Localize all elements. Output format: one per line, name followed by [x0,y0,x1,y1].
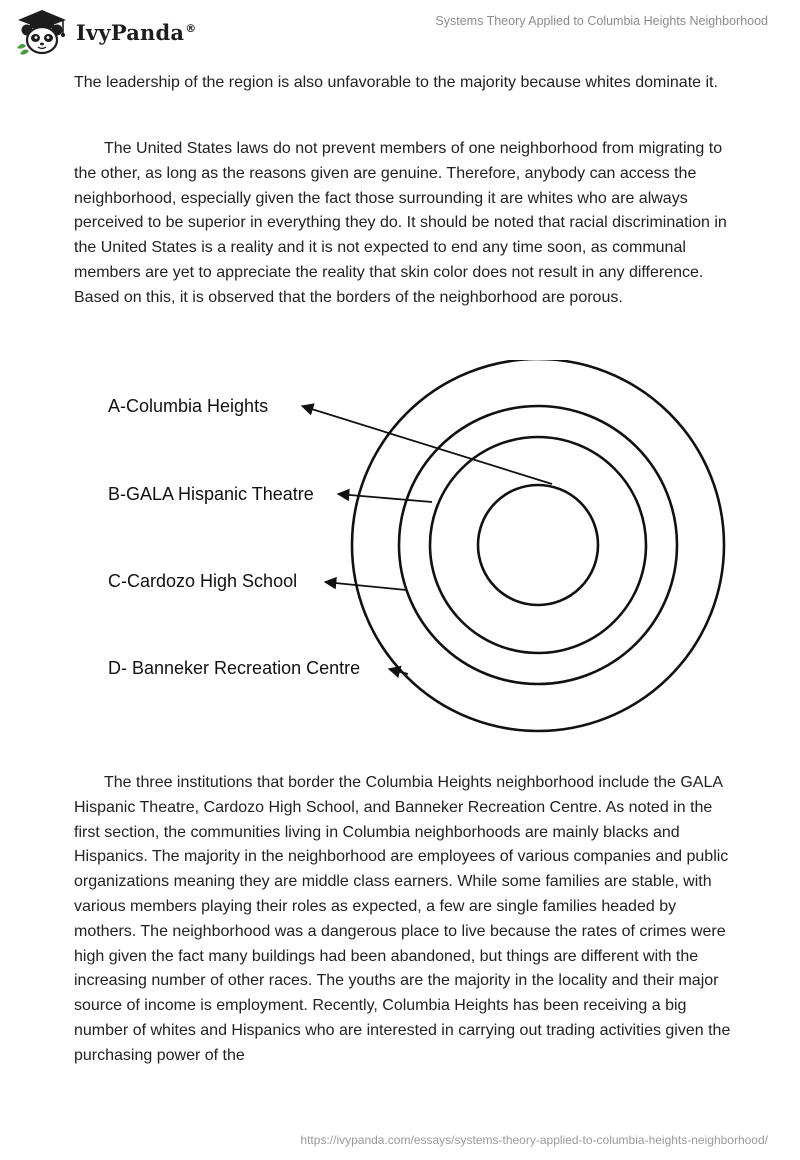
ring-c [399,406,677,684]
panda-graduate-icon [14,8,70,56]
label-cardozo-school: C-Cardozo High School [108,571,298,591]
ring-d [352,360,724,731]
source-url[interactable]: https://ivypanda.com/essays/systems-theory-applied-to-columbia-heights-neighborhood/ [300,1133,768,1147]
arrow-a [302,406,552,484]
ring-a [478,485,598,605]
arrow-b [338,494,432,502]
brand-name: IvyPanda® [76,19,197,45]
paragraph-leadership: The leadership of the region is also unfavorable to the majority because whites dominate it. [74,74,718,91]
label-columbia-heights: A-Columbia Heights [108,396,269,416]
arrow-c [325,582,406,590]
ring-b [430,437,646,653]
paragraph-institutions: The three institutions that border the Columbia Heights neighborhood include the GALA Hispanic Theatre, Cardozo High School, and Banneker Recreation Centre. As noted in the first section, the communities living in Columbia neighborhoods are mainly blacks and Hispanics. The majority in the neighborhood are employees of various companies and public organizations meaning they are middle class earners. While some families are stable, with various members playing their roles as expected, a few are single families headed by mothers. The neighborhood was a dangerous place to live because the rates of crimes were high given the fact many buildings had been abandoned, but things are different with the increasing number of other races. The youths are the majority in the locality and their major source of income is employment. Recently, Columbia Heights has been receiving a big number of whites and Hispanics who are interested in carrying out trading activities given the purchasing power of the [74,774,731,1064]
paragraph-laws: The United States laws do not prevent members of one neighborhood from migrating to the other, as long as the reasons given are genuine. Therefore, anybody can access the neighborhood, especially given the fact those surrounding it are whites who are always perceived to be superior in everything they do. It should be noted that racial discrimination in the United States is a reality and it is not expected to end any time soon, as communal members are yet to appreciate the reality that skin color does not result in any difference. Based on this, it is observed that the borders of the neighborhood are porous. [74,140,727,306]
label-gala-theatre: B-GALA Hispanic Theatre [108,484,314,504]
page-header [0,0,800,62]
brand-logo[interactable] [14,8,196,56]
registered-mark: ® [185,21,197,35]
neighborhood-circles-diagram [0,360,800,760]
document-title: Systems Theory Applied to Columbia Heights Neighborhood [435,14,768,28]
label-banneker-centre: D- Banneker Recreation Centre [108,658,361,678]
